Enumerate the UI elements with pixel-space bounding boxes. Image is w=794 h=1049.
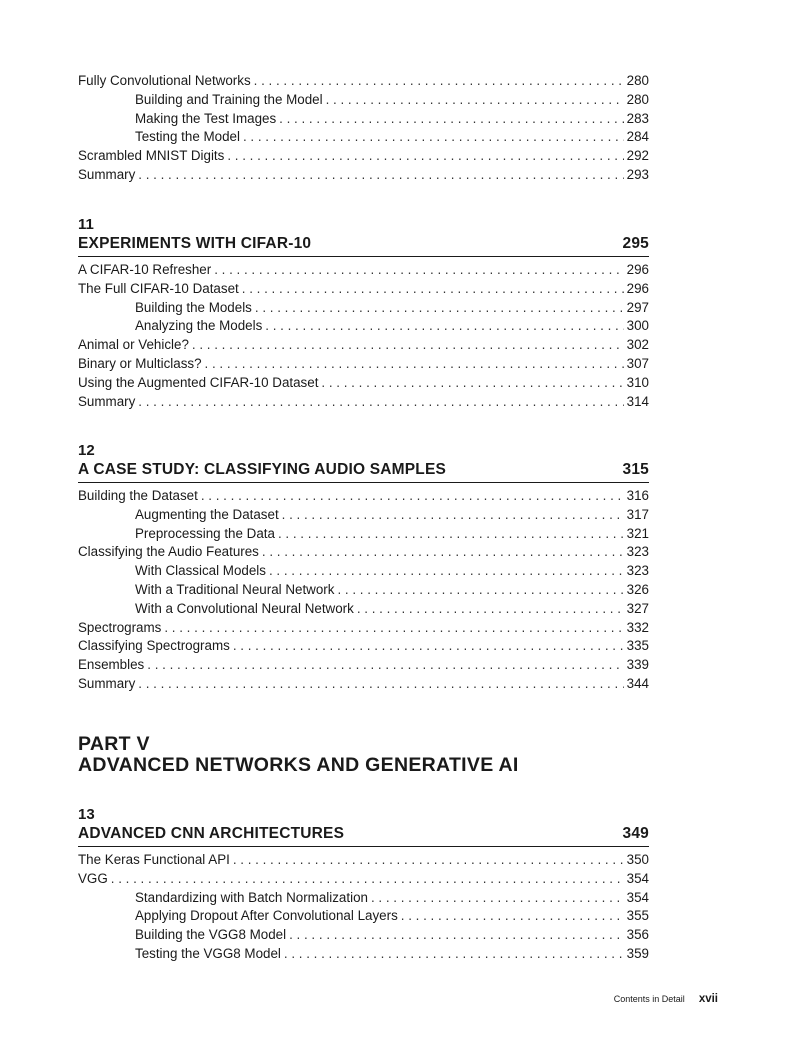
entry-page: 300 (626, 318, 649, 334)
toc-entry[interactable] (78, 261, 649, 280)
entry-page: 327 (626, 600, 649, 616)
chapter-rule (78, 256, 649, 257)
entry-page: 293 (626, 166, 649, 182)
toc-entry[interactable] (78, 926, 649, 945)
entry-page: 297 (626, 299, 649, 315)
dot-leader (289, 926, 624, 945)
toc-entry[interactable] (78, 889, 649, 908)
entry-page: 283 (626, 110, 649, 126)
toc-entry[interactable] (78, 487, 649, 506)
toc-entry[interactable] (78, 280, 649, 299)
entry-page: 310 (626, 374, 649, 390)
entry-title: With a Traditional Neural Network (135, 581, 335, 597)
entry-title: Testing the VGG8 Model (135, 945, 281, 961)
entry-page: 296 (626, 280, 649, 296)
toc-entry[interactable] (78, 355, 649, 374)
entry-title: The Keras Functional API (78, 852, 230, 867)
toc-entry[interactable] (78, 72, 649, 91)
entry-page: 335 (626, 638, 649, 654)
entry-page: 323 (626, 563, 649, 579)
toc-entry[interactable] (78, 91, 649, 110)
dot-leader (214, 261, 623, 280)
dot-leader (201, 487, 624, 506)
dot-leader (242, 280, 624, 299)
entry-title: Ensembles (78, 657, 145, 673)
entry-title: A CIFAR-10 Refresher (78, 262, 212, 277)
entry-title: Summary (78, 393, 136, 409)
chapter-11 (78, 216, 649, 411)
entry-list (78, 487, 649, 694)
dot-leader (357, 600, 624, 619)
toc-page (78, 0, 649, 1049)
dot-leader (401, 907, 624, 926)
toc-entry[interactable] (78, 166, 649, 185)
part-label: PART V (78, 733, 150, 755)
entry-page: 339 (626, 657, 649, 673)
entry-page: 280 (626, 91, 649, 107)
entry-title: Building the Dataset (78, 488, 198, 503)
entry-list (78, 72, 649, 185)
entry-page: 317 (626, 506, 649, 522)
chapter-heading (78, 824, 649, 843)
entry-page: 321 (626, 525, 649, 541)
entry-title: Scrambled MNIST Digits (78, 148, 225, 164)
dot-leader (233, 637, 624, 656)
dot-leader (284, 945, 624, 964)
toc-entry[interactable] (78, 619, 649, 638)
continued-entries (78, 72, 649, 185)
dot-leader (269, 562, 624, 581)
dot-leader (147, 656, 623, 675)
toc-entry[interactable] (78, 581, 649, 600)
toc-entry[interactable] (78, 374, 649, 393)
toc-entry[interactable] (78, 675, 649, 694)
entry-page: 302 (626, 337, 649, 353)
entry-page: 332 (626, 619, 649, 635)
entry-title: Summary (78, 166, 136, 182)
entry-title: Building the Models (135, 299, 252, 315)
toc-entry[interactable] (78, 317, 649, 336)
dot-leader (138, 393, 623, 412)
dot-leader (326, 91, 624, 110)
toc-entry[interactable] (78, 562, 649, 581)
dot-leader (262, 543, 624, 562)
chapter-rule (78, 482, 649, 483)
entry-page: 356 (626, 927, 649, 943)
toc-entry[interactable] (78, 543, 649, 562)
toc-entry[interactable] (78, 110, 649, 129)
dot-leader (282, 506, 624, 525)
entry-page: 355 (626, 908, 649, 924)
part-heading (78, 734, 649, 776)
entry-title: Applying Dropout After Convolutional Layers (135, 908, 398, 924)
entry-title: Building the VGG8 Model (135, 927, 287, 943)
toc-entry[interactable] (78, 147, 649, 166)
entry-title: Classifying Spectrograms (78, 638, 230, 654)
dot-leader (279, 110, 623, 129)
chapter-title: ADVANCED CNN ARCHITECTURES (78, 825, 345, 842)
entry-title: Analyzing the Models (135, 318, 263, 334)
entry-title: Making the Test Images (135, 110, 277, 126)
entry-page: 280 (626, 73, 649, 88)
entry-page: 307 (626, 355, 649, 371)
dot-leader (278, 525, 624, 544)
dot-leader (255, 299, 624, 318)
entry-title: Building and Training the Model (135, 91, 323, 107)
toc-entry[interactable] (78, 299, 649, 318)
chapter-page: 315 (622, 461, 649, 478)
chapter-page: 295 (622, 235, 649, 252)
toc-entry[interactable] (78, 506, 649, 525)
dot-leader (205, 355, 624, 374)
entry-page: 359 (626, 945, 649, 961)
entry-title: Binary or Multiclass? (78, 355, 202, 371)
entry-page: 354 (626, 889, 649, 905)
chapter-number: 12 (78, 442, 95, 459)
dot-leader (321, 374, 623, 393)
chapter-12 (78, 442, 649, 694)
toc-entry[interactable] (78, 128, 649, 147)
entry-page: 326 (626, 581, 649, 597)
dot-leader (138, 675, 623, 694)
chapter-title: EXPERIMENTS WITH CIFAR-10 (78, 235, 312, 252)
toc-entry[interactable] (78, 945, 649, 964)
toc-entry[interactable] (78, 851, 649, 870)
entry-page: 323 (626, 544, 649, 560)
entry-title: Using the Augmented CIFAR-10 Dataset (78, 374, 319, 390)
toc-entry[interactable] (78, 637, 649, 656)
entry-title: Summary (78, 675, 136, 691)
entry-page: 316 (626, 488, 649, 503)
entry-list (78, 261, 649, 411)
dot-leader (111, 870, 624, 889)
entry-title: Augmenting the Dataset (135, 506, 279, 522)
toc-entry[interactable] (78, 336, 649, 355)
entry-title: Testing the Model (135, 129, 240, 145)
entry-title: Preprocessing the Data (135, 525, 275, 541)
entry-title: Spectrograms (78, 619, 162, 635)
entry-title: With a Convolutional Neural Network (135, 600, 354, 616)
dot-leader (371, 889, 624, 908)
entry-page: 284 (626, 129, 649, 145)
entry-title: With Classical Models (135, 563, 266, 579)
entry-page: 296 (626, 262, 649, 277)
chapter-page: 349 (622, 825, 649, 842)
entry-title: VGG (78, 870, 108, 886)
entry-title: The Full CIFAR-10 Dataset (78, 280, 239, 296)
dot-leader (192, 336, 624, 355)
entry-page: 354 (626, 870, 649, 886)
entry-page: 344 (626, 675, 649, 691)
toc-entry[interactable] (78, 600, 649, 619)
dot-leader (243, 128, 624, 147)
dot-leader (265, 317, 623, 336)
toc-entry[interactable] (78, 393, 649, 412)
dot-leader (138, 166, 623, 185)
running-head: Contents in Detail (613, 994, 685, 1004)
dot-leader (233, 851, 624, 870)
toc-entry[interactable] (78, 525, 649, 544)
chapter-heading (78, 460, 649, 479)
dot-leader (227, 147, 623, 166)
dot-leader (164, 619, 623, 638)
chapter-rule (78, 846, 649, 847)
entry-title: Standardizing with Batch Normalization (135, 889, 368, 905)
entry-title: Fully Convolutional Networks (78, 73, 251, 88)
chapter-heading (78, 234, 649, 253)
chapter-title: A CASE STUDY: CLASSIFYING AUDIO SAMPLES (78, 461, 447, 478)
toc-entry[interactable] (78, 870, 649, 889)
entry-page: 314 (626, 393, 649, 409)
chapter-number: 13 (78, 806, 95, 823)
entry-list (78, 851, 649, 964)
page-footer (614, 993, 718, 1005)
chapter-number: 11 (78, 216, 94, 233)
entry-title: Classifying the Audio Features (78, 544, 259, 560)
page-folio: xvii (698, 993, 718, 1005)
dot-leader (337, 581, 623, 600)
toc-entry[interactable] (78, 907, 649, 926)
entry-title: Animal or Vehicle? (78, 337, 189, 353)
part-title: ADVANCED NETWORKS AND GENERATIVE AI (78, 754, 519, 776)
dot-leader (254, 72, 624, 91)
toc-entry[interactable] (78, 656, 649, 675)
entry-page: 350 (626, 852, 649, 867)
entry-page: 292 (626, 148, 649, 164)
chapter-13 (78, 806, 649, 964)
